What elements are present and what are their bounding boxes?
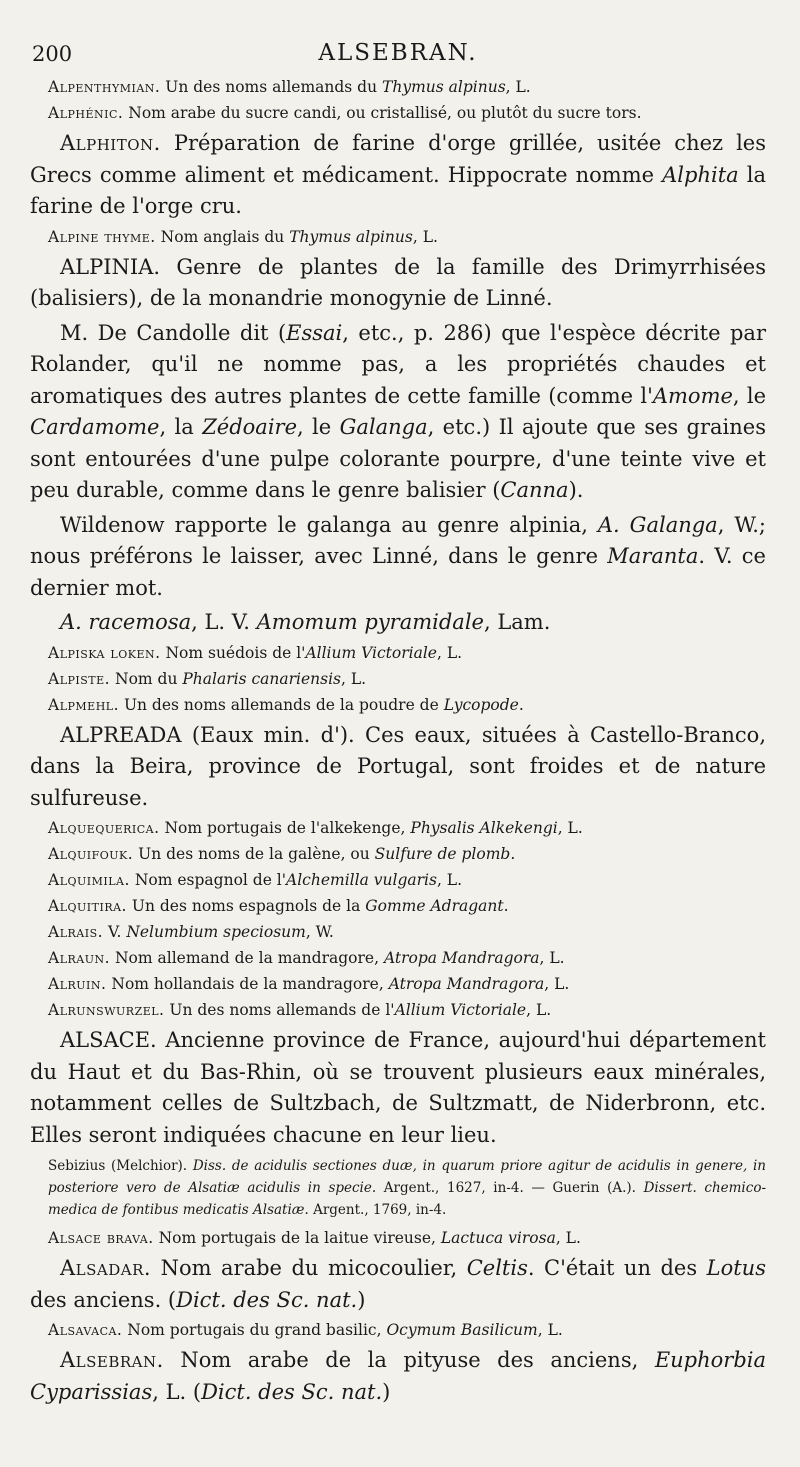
entry-alpenthymian: Alpenthymian. Un des noms allemands du Thymus alpinus, L. bbox=[48, 78, 531, 96]
entries bbox=[30, 76, 766, 1408]
entry-alquitira: Alquitira. Un des noms espagnols de la Gomme Adragant. bbox=[48, 897, 509, 915]
entry-alquifouk: Alquifouk. Un des noms de la galène, ou Sulfure de plomb. bbox=[48, 845, 516, 863]
entry-alsavaca: Alsavaca. Nom portugais du grand basilic, Ocymum Basilicum, L. bbox=[48, 1321, 563, 1339]
entry-alquimila: Alquimila. Nom espagnol de l'Alchemilla vulgaris, L. bbox=[48, 871, 463, 889]
entry-alphenic: Alphénic. Nom arabe du sucre candi, ou cristallisé, ou plutôt du sucre tors. bbox=[48, 104, 642, 122]
bibliography-alsace: Sebizius (Melchior). Diss. de acidulis sectiones duæ, in quarum priore agitur de acidulis in genere, in posteriore vero de Alsatiæ acidulis in specie. Argent., 1627, in-4. — Guerin (A.). Dissert. chemico-medica de fontibus medicatis Alsatiæ. Argent., 1769, in-4. bbox=[48, 1158, 767, 1218]
running-title: ALSEBRAN. bbox=[318, 40, 478, 66]
entry-alphiton: Alphiton. Préparation de farine d'orge grillée, usitée chez les Grecs comme aliment et médicament. Hippocrate nomme Alphita la farine de l'orge cru. bbox=[30, 131, 766, 218]
entry-alrais: Alrais. V. Nelumbium speciosum, W. bbox=[48, 923, 334, 941]
entry-alpine-thyme: Alpine thyme. Nom anglais du Thymus alpinus, L. bbox=[48, 227, 438, 246]
paragraph-wildenow: Wildenow rapporte le galanga au genre alpinia, A. Galanga, W.; nous préférons le laisser, avec Linné, dans le genre Maranta. V. ce dernier mot. bbox=[30, 512, 766, 600]
entry-alraun: Alraun. Nom allemand de la mandragore, Atropa Mandragora, L. bbox=[48, 949, 565, 967]
entry-alquequerica: Alquequerica. Nom portugais de l'alkekenge, Physalis Alkekengi, L. bbox=[48, 819, 583, 837]
entry-alpiste: Alpiste. Nom du Phalaris canariensis, L. bbox=[48, 669, 367, 688]
page-number: 200 bbox=[32, 42, 73, 66]
entry-alpreada: ALPREADA (Eaux min. d'). Ces eaux, situées à Castello-Branco, dans la Beira, province de Portugal, sont froides et de nature sulfureuse. bbox=[30, 722, 766, 810]
entry-alpmehl: Alpmehl. Un des noms allemands de la poudre de Lycopode. bbox=[48, 695, 524, 714]
entry-alruin: Alruin. Nom hollandais de la mandragore, Atropa Mandragora, L. bbox=[48, 975, 570, 993]
paragraph-de-candolle: M. De Candolle dit (Essai, etc., p. 286) que l'espèce décrite par Rolander, qu'il ne nomme pas, a les propriétés chaudes et aromatiques des autres plantes de cette famille (comme l'Amome, le Cardamome, la Zédoaire, le Galanga, etc.) Il ajoute que ses graines sont entourées d'une pulpe colorante pourpre, d'une teinte vive et peu durable, comme dans le genre balisier (Canna). bbox=[30, 320, 767, 502]
paragraph-a-racemosa: A. racemosa, L. V. Amomum pyramidale, Lam. bbox=[60, 610, 551, 634]
entry-alsadar: Alsadar. Nom arabe du micocoulier, Celtis. C'était un des Lotus des anciens. (Dict. des Sc. nat.) bbox=[30, 1256, 766, 1312]
entry-alpinia: ALPINIA. Genre de plantes de la famille des Drimyrrhisées (balisiers), de la monandrie monogynie de Linné. bbox=[30, 254, 766, 310]
entry-alpiska-loken: Alpiska loken. Nom suédois de l'Allium Victoriale, L. bbox=[48, 643, 463, 662]
entry-alsace: ALSACE. Ancienne province de France, aujourd'hui département du Haut et du Bas-Rhin, où se trouvent plusieurs eaux minérales, notamment celles de Sultzbach, de Sultzmatt, de Niderbronn, etc. Elles seront indiquées chacune en leur lieu. bbox=[30, 1028, 766, 1147]
entry-alsace-brava: Alsace brava. Nom portugais de la laitue vireuse, Lactuca virosa, L. bbox=[48, 1229, 581, 1247]
entry-alsebran: Alsebran. Nom arabe de la pityuse des anciens, Euphorbia Cyparissias, L. (Dict. des Sc. nat.) bbox=[30, 1348, 766, 1404]
page-header bbox=[30, 30, 766, 70]
entry-alrunswurzel: Alrunswurzel. Un des noms allemands de l'Allium Victoriale, L. bbox=[48, 1001, 552, 1019]
